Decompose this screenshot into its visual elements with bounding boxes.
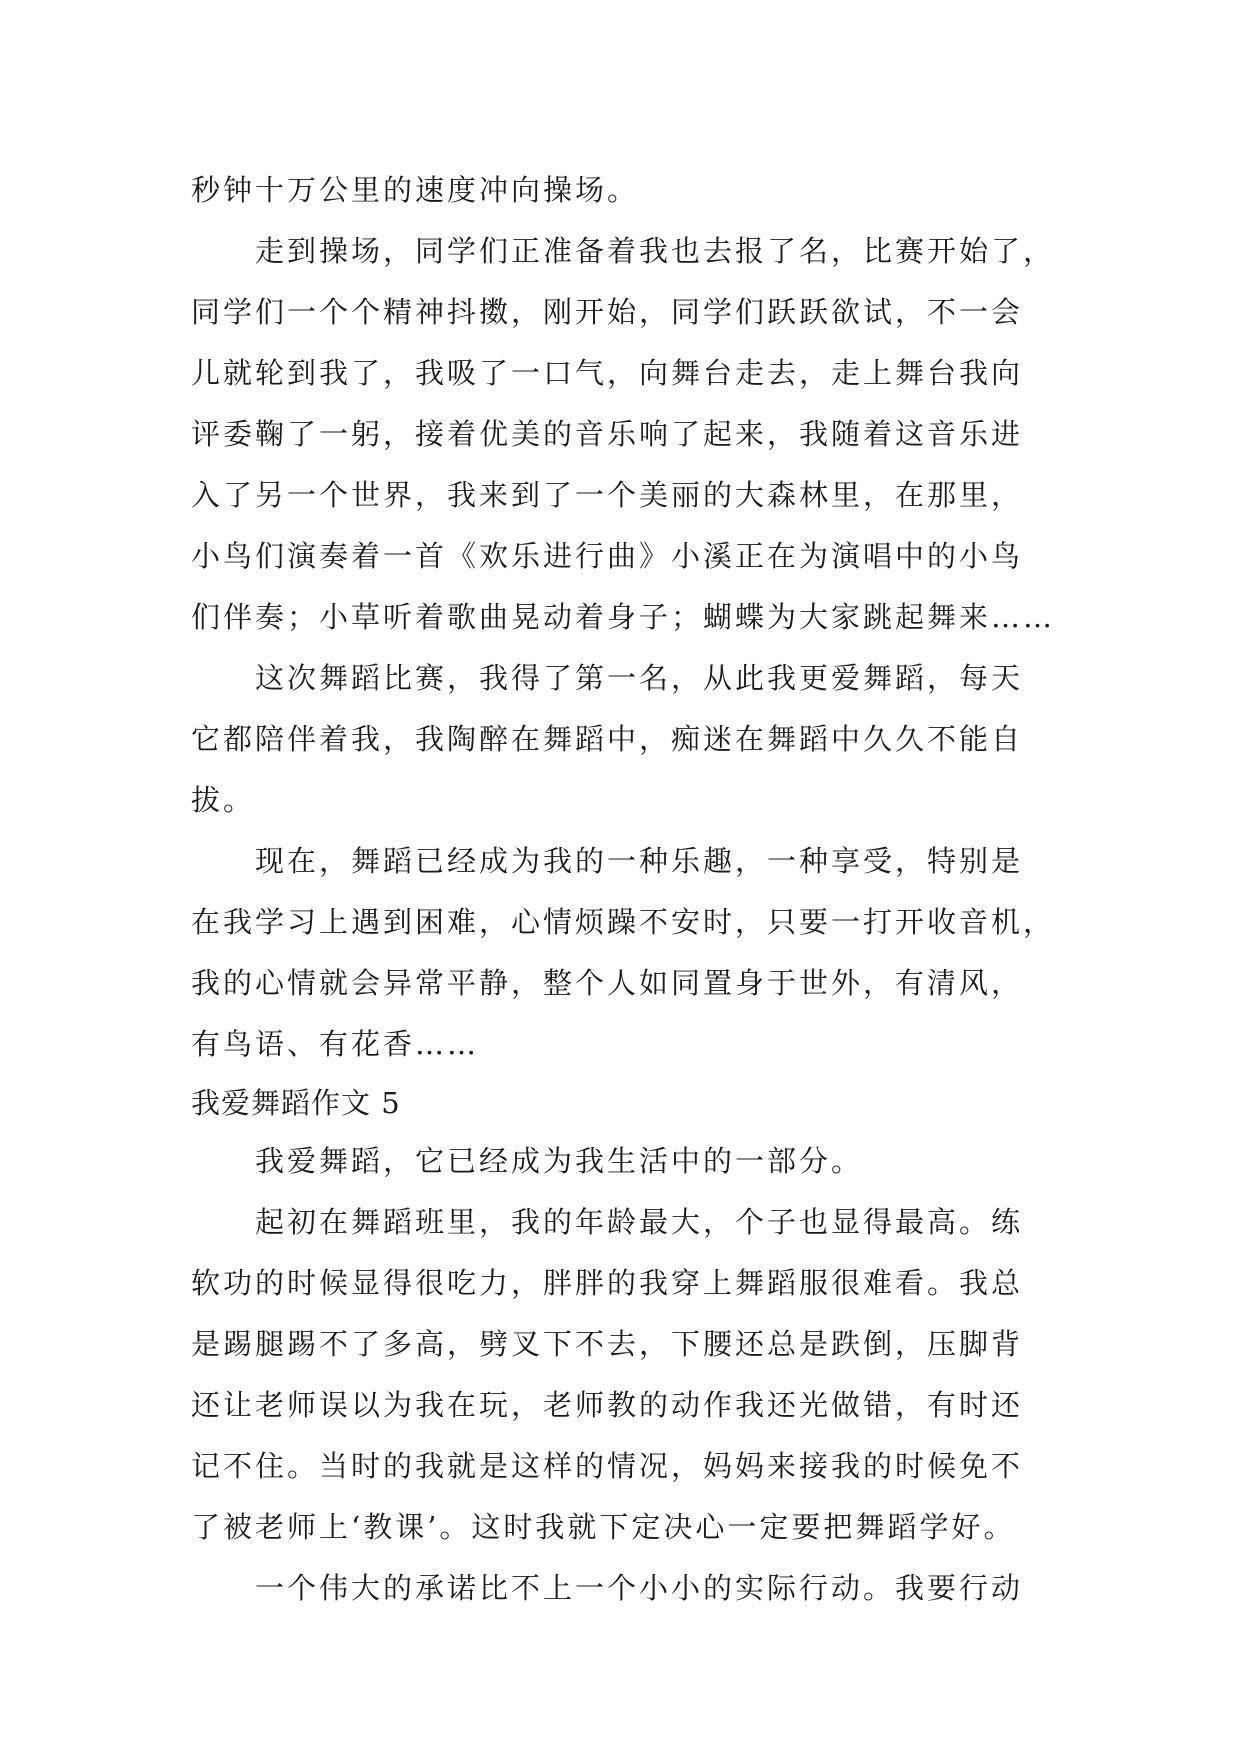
text-line: 我爱舞蹈，它已经成为我生活中的一部分。 bbox=[255, 1144, 864, 1178]
text-line: 拔。 bbox=[191, 783, 256, 817]
text-line: 评委鞠了一躬，接着优美的音乐响了起来，我随着这音乐进 bbox=[191, 417, 1024, 451]
text-line: 这次舞蹈比赛，我得了第一名，从此我更爱舞蹈，每天 bbox=[255, 661, 1024, 695]
text-line: 了被老师上‘教课’。这时我就下定决心一定要把舞蹈学好。 bbox=[191, 1510, 1016, 1544]
text-line: 入了另一个世界，我来到了一个美丽的大森林里，在那里， bbox=[191, 478, 1024, 512]
text-line: 同学们一个个精神抖擞，刚开始，同学们跃跃欲试，不一会 bbox=[191, 295, 1024, 329]
text-line: 它都陪伴着我，我陶醉在舞蹈中，痴迷在舞蹈中久久不能自 bbox=[191, 722, 1024, 756]
text-line: 儿就轮到我了，我吸了一口气，向舞台走去，走上舞台我向 bbox=[191, 356, 1024, 390]
paragraph bbox=[191, 1131, 1071, 1192]
text-line: 小鸟们演奏着一首《欢乐进行曲》小溪正在为演唱中的小鸟 bbox=[191, 539, 1024, 573]
text-line: 们伴奏；小草听着歌曲晃动着身子；蝴蝶为大家跳起舞来…… bbox=[191, 600, 1056, 634]
text-line: 我的心情就会异常平静，整个人如同置身于世外，有清风， bbox=[191, 966, 1024, 1000]
text-line: 一个伟大的承诺比不上一个小小的实际行动。我要行动 bbox=[255, 1571, 1024, 1605]
text-line: 在我学习上遇到困难，心情烦躁不安时，只要一打开收音机， bbox=[191, 905, 1056, 939]
text-line: 记不住。当时的我就是这样的情况，妈妈来接我的时候免不 bbox=[191, 1449, 1024, 1483]
text-line: 秒钟十万公里的速度冲向操场。 bbox=[191, 173, 640, 207]
text-line: 走到操场，同学们正准备着我也去报了名，比赛开始了， bbox=[255, 234, 1056, 268]
text-line: 是踢腿踢不了多高，劈叉下不去，下腰还总是跌倒，压脚背 bbox=[191, 1327, 1024, 1361]
text-line: 还让老师误以为我在玩，老师教的动作我还光做错，有时还 bbox=[191, 1388, 1024, 1422]
paragraph bbox=[191, 831, 1071, 1075]
text-line: 有鸟语、有花香…… bbox=[191, 1027, 480, 1061]
paragraph bbox=[191, 1558, 1071, 1619]
document-body bbox=[191, 160, 1071, 1619]
paragraph bbox=[191, 648, 1071, 831]
paragraph bbox=[191, 221, 1071, 648]
section-heading: 我爱舞蹈作文 5 bbox=[191, 1086, 401, 1120]
text-line: 起初在舞蹈班里，我的年龄最大，个子也显得最高。练 bbox=[255, 1205, 1024, 1239]
text-line: 软功的时候显得很吃力，胖胖的我穿上舞蹈服很难看。我总 bbox=[191, 1266, 1024, 1300]
text-line: 现在，舞蹈已经成为我的一种乐趣，一种享受，特别是 bbox=[255, 844, 1024, 878]
paragraph bbox=[191, 160, 1071, 221]
paragraph bbox=[191, 1192, 1071, 1558]
